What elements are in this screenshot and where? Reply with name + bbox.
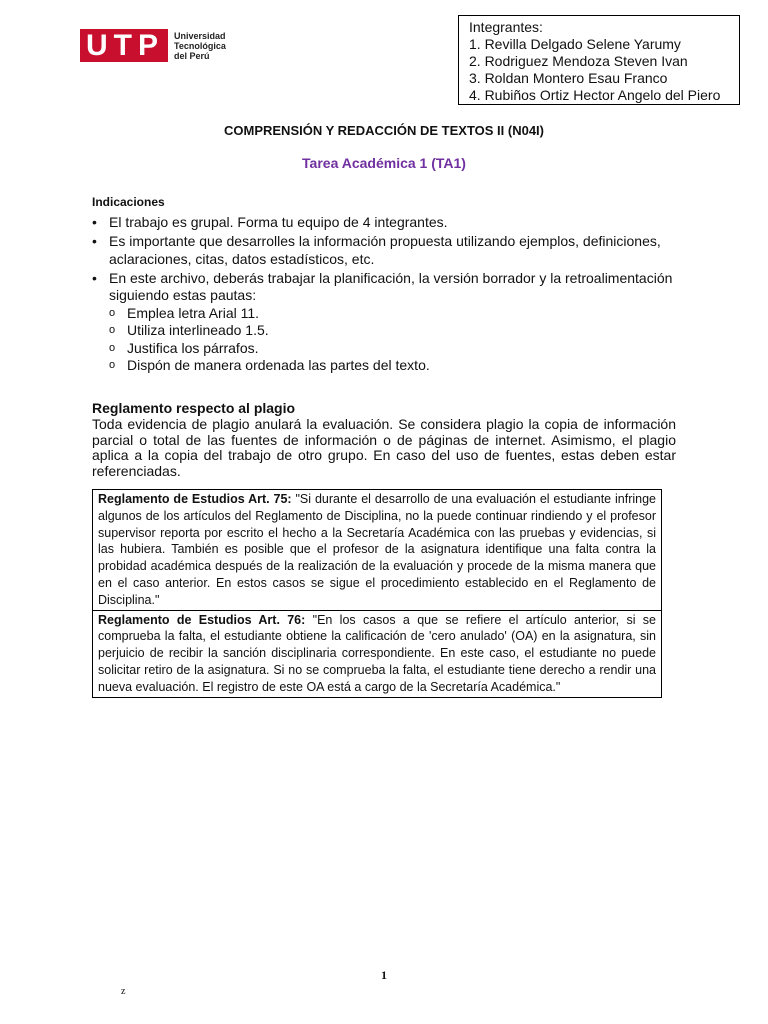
list-item-text: En este archivo, deberás trabajar la planificación, la versión borrador y la retroalimentación siguiendo estas pautas: — [109, 269, 673, 303]
member-item: 2. Rodriguez Mendoza Steven Ivan — [469, 53, 688, 69]
logo-text-line: del Perú — [174, 50, 210, 61]
sub-list-item: o Dispón de manera ordenada las partes del texto. — [109, 357, 682, 375]
footer-mark: z — [121, 986, 126, 997]
sub-list-item: o Justifica los párrafos. — [109, 340, 682, 358]
sub-list-item: o Utiliza interlineado 1.5. — [109, 322, 682, 340]
indications-label: Indicaciones — [92, 195, 165, 209]
rule-text: "En los casos a que se refiere el artículo anterior, si se comprueba la falta, el estudiante obtiene la calificación de 'cero anulado' (OA) en la asignatura, sin perjuicio de recibir la sanción disciplinaria correspondiente. En este caso, el estudiante no puede solicitar retiro de la asignatura. Si no se comprueba la falta, el estudiante tiene derecho a rendir una nueva evaluación. El registro de este OA está a cargo de la Secretaría Académica." — [98, 612, 657, 694]
members-box — [458, 15, 740, 105]
rule-label: Reglamento de Estudios Art. 75: — [98, 492, 292, 506]
assignment-subtitle: Tarea Académica 1 (TA1) — [302, 155, 466, 171]
utp-logo-text — [174, 31, 226, 61]
sub-list-item: o Emplea letra Arial 11. — [109, 305, 682, 323]
list-item — [92, 270, 682, 375]
indications-list — [92, 214, 682, 376]
rule-article-76 — [93, 610, 661, 697]
member-item: 1. Revilla Delgado Selene Yarumy — [469, 36, 681, 52]
list-item: • Es importante que desarrolles la información propuesta utilizando ejemplos, definiciones, aclaraciones, citas, datos estadísticos, etc. — [92, 233, 682, 268]
rule-text: "Si durante el desarrollo de una evaluación el estudiante infringe algunos de los artículos del Reglamento de Disciplina, no la puede continuar rindiendo y el profesor supervisor reporta por escrito el hecho a la Secretaría Académica con las pruebas y evidencias, si las hubiera. También es posible que el profesor de la asignatura identifique una falta contra la probidad académica después de la realización de la evaluación y procede de la misma manera que en el caso anterior. En estos casos se sigue el procedimiento establecido en el Reglamento de Disciplina." — [98, 492, 657, 607]
plagiarism-text: Toda evidencia de plagio anulará la evaluación. Se considera plagio la copia de información parcial o total de las fuentes de información o de páginas de internet. Asimismo, el plagio aplica a la copia del trabajo de otro grupo. En caso del uso de fuentes, estas deben estar referenciadas. — [92, 416, 676, 479]
course-title: COMPRENSIÓN Y REDACCIÓN DE TEXTOS II (N04I) — [224, 123, 544, 138]
rules-table — [92, 489, 662, 698]
utp-logo — [80, 29, 226, 62]
utp-logo-letters: UTP — [80, 29, 168, 62]
member-item: 4. Rubiños Ortiz Hector Angelo del Piero — [469, 87, 721, 103]
members-heading: Integrantes: — [469, 19, 543, 35]
logo-text-line: Tecnológica — [174, 40, 226, 51]
guidelines-sublist — [109, 305, 682, 375]
rule-label: Reglamento de Estudios Art. 76: — [98, 612, 306, 627]
rule-article-75 — [93, 490, 661, 610]
page-number: 1 — [381, 968, 387, 982]
list-item: • El trabajo es grupal. Forma tu equipo de 4 integrantes. — [92, 214, 682, 232]
plagiarism-heading: Reglamento respecto al plagio — [92, 400, 296, 416]
logo-text-line: Universidad — [174, 30, 226, 41]
member-item: 3. Roldan Montero Esau Franco — [469, 70, 668, 86]
